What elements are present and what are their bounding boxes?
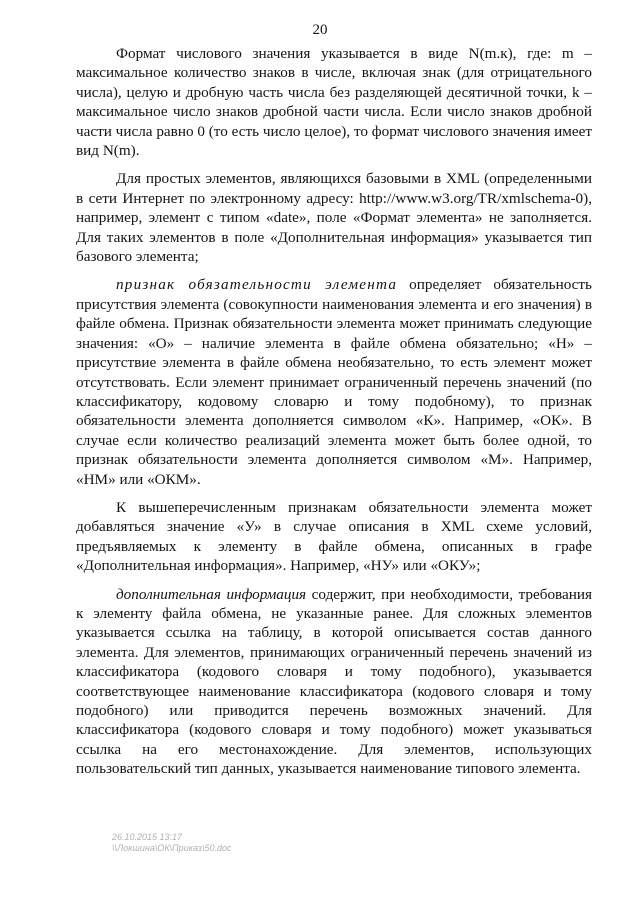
term-additional-info: дополнительная информация	[116, 585, 307, 603]
paragraph-condition-value	[76, 498, 592, 576]
paragraph-number-format	[76, 44, 592, 160]
paragraph-obligation-sign	[76, 275, 592, 488]
paragraph-text: определяет обязательность присутствия элемента (совокупности наименования элемента и его значения) в файле обмена. Признак обязательности элемента может принимать следующие значения: «О» – наличие элемента в файле обмена обязательно; «Н» – присутствие элемента в файле обмена необязательно, то есть элемент может отсутствовать. Если элемент принимает ограниченный перечень значений (по классификатору, кодовому словарю и тому подобному), то признак обязательности элемента дополняется символом «К». Например, «ОК». В случае если количество реализаций элемента может быть более одной, то признак обязательности элемента дополняется символом «М». Например, «НМ» или «ОКМ».	[76, 276, 592, 488]
paragraph-text: содержит, при необходимости, требования к элементу файла обмена, не указанные ранее. Для сложных элементов указывается ссылка на таблицу, в которой описывается состав данного элемента. Для элементов, принимающих ограниченный перечень значений из классификатора (кодового словаря и тому подобного), указывается соответствующее наименование классификатора (кодового словаря и тому подобного) или приводится перечень возможных значений. Для классификатора (кодового словаря и тому подобного) может указываться ссылка на его местонахождение. Для элементов, использующих пользовательский тип данных, указывается наименование типового элемента.	[76, 585, 592, 778]
document-body	[76, 44, 592, 788]
page-number: 20	[312, 22, 328, 38]
footer-file-path: \\Локшина\ОК\Приказ\50.doc	[112, 843, 232, 853]
paragraph-text: Формат числового значения указывается в виде N(m.к), где: m – максимальное количество знаков в числе, включая знак (для отрицательного числа), целую и дробную часть числа без разделяющей десятичной точки, k – максимальное число знаков дробной части числа. Если число знаков дробной части числа равно 0 (то есть число целое), то формат числового значения имеет вид N(m).	[76, 45, 592, 160]
paragraph-text: Для простых элементов, являющихся базовыми в XML (определенными в сети Интернет по электронному адресу: http://www.w3.org/TR/xmlschema-0), например, элемент с типом «date», поле «Формат элемента» не заполняется. Для таких элементов в поле «Дополнительная информация» указывается тип базового элемента;	[76, 170, 592, 266]
footer-timestamp: 26.10.2015 13:17	[112, 832, 183, 842]
paragraph-text: К вышеперечисленным признакам обязательности элемента может добавляться значение «У» в случае описания в XML схеме условий, предъявляемых к элементу в файле обмена, описанных в графе «Дополнительная информация». Например, «НУ» или «ОКУ»;	[76, 498, 592, 575]
paragraph-additional-info	[76, 585, 592, 779]
term-obligation-sign: признак обязательности элемента	[116, 276, 398, 294]
paragraph-simple-elements	[76, 169, 592, 266]
footer-stamp	[112, 832, 231, 854]
